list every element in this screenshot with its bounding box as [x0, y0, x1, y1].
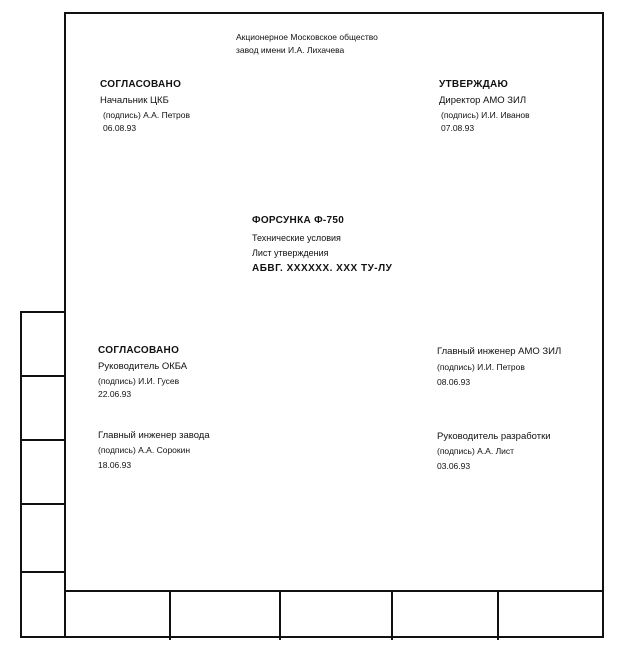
organization-line-2: завод имени И.А. Лихачева — [236, 45, 345, 55]
approval-signature: (подпись) И.И. Иванов — [441, 110, 530, 120]
approval-date: 22.06.93 — [98, 389, 132, 399]
approval-date: 07.08.93 — [441, 123, 475, 133]
approval-position: Руководитель разработки — [437, 431, 551, 442]
approval-date: 18.06.93 — [98, 460, 132, 470]
organization-line-1: Акционерное Московское общество — [236, 32, 378, 42]
approval-signature: (подпись) А.А. Сорокин — [98, 445, 191, 455]
approval-date: 03.06.93 — [437, 461, 471, 471]
stub-box-5 — [20, 571, 66, 638]
stub-box-4 — [20, 503, 66, 573]
approval-position: Главный инженер АМО ЗИЛ — [437, 346, 562, 357]
bottom-title-row — [64, 590, 604, 640]
approval-date: 08.06.93 — [437, 377, 471, 387]
stub-box-3 — [20, 439, 66, 505]
approval-position: Директор АМО ЗИЛ — [439, 95, 527, 106]
bottom-cell-5 — [499, 592, 604, 640]
approval-signature: (подпись) И.И. Петров — [437, 362, 525, 372]
stub-box-2 — [20, 375, 66, 441]
bottom-cell-3 — [281, 592, 393, 640]
product-name: ФОРСУНКА Ф-750 — [252, 215, 345, 226]
approval-signature: (подпись) И.И. Гусев — [98, 376, 180, 386]
approval-date: 06.08.93 — [103, 123, 137, 133]
approval-header: СОГЛАСОВАНО — [100, 79, 182, 90]
approval-header: УТВЕРЖДАЮ — [439, 79, 509, 90]
approval-position: Руководитель ОКБА — [98, 361, 188, 372]
approval-signature: (подпись) А.А. Петров — [103, 110, 190, 120]
approval-header: СОГЛАСОВАНО — [98, 345, 180, 356]
document-type: Технические условия — [252, 233, 341, 243]
bottom-cell-2 — [171, 592, 281, 640]
approval-position: Начальник ЦКБ — [100, 95, 169, 106]
document-code: АБВГ. ХХХХХХ. ХХХ ТУ-ЛУ — [252, 263, 393, 274]
bottom-cell-1 — [64, 592, 171, 640]
approval-position: Главный инженер завода — [98, 430, 210, 441]
document-sheet-name: Лист утверждения — [252, 248, 329, 258]
approval-signature: (подпись) А.А. Лист — [437, 446, 515, 456]
bottom-cell-4 — [393, 592, 499, 640]
stub-box-1 — [20, 311, 66, 377]
